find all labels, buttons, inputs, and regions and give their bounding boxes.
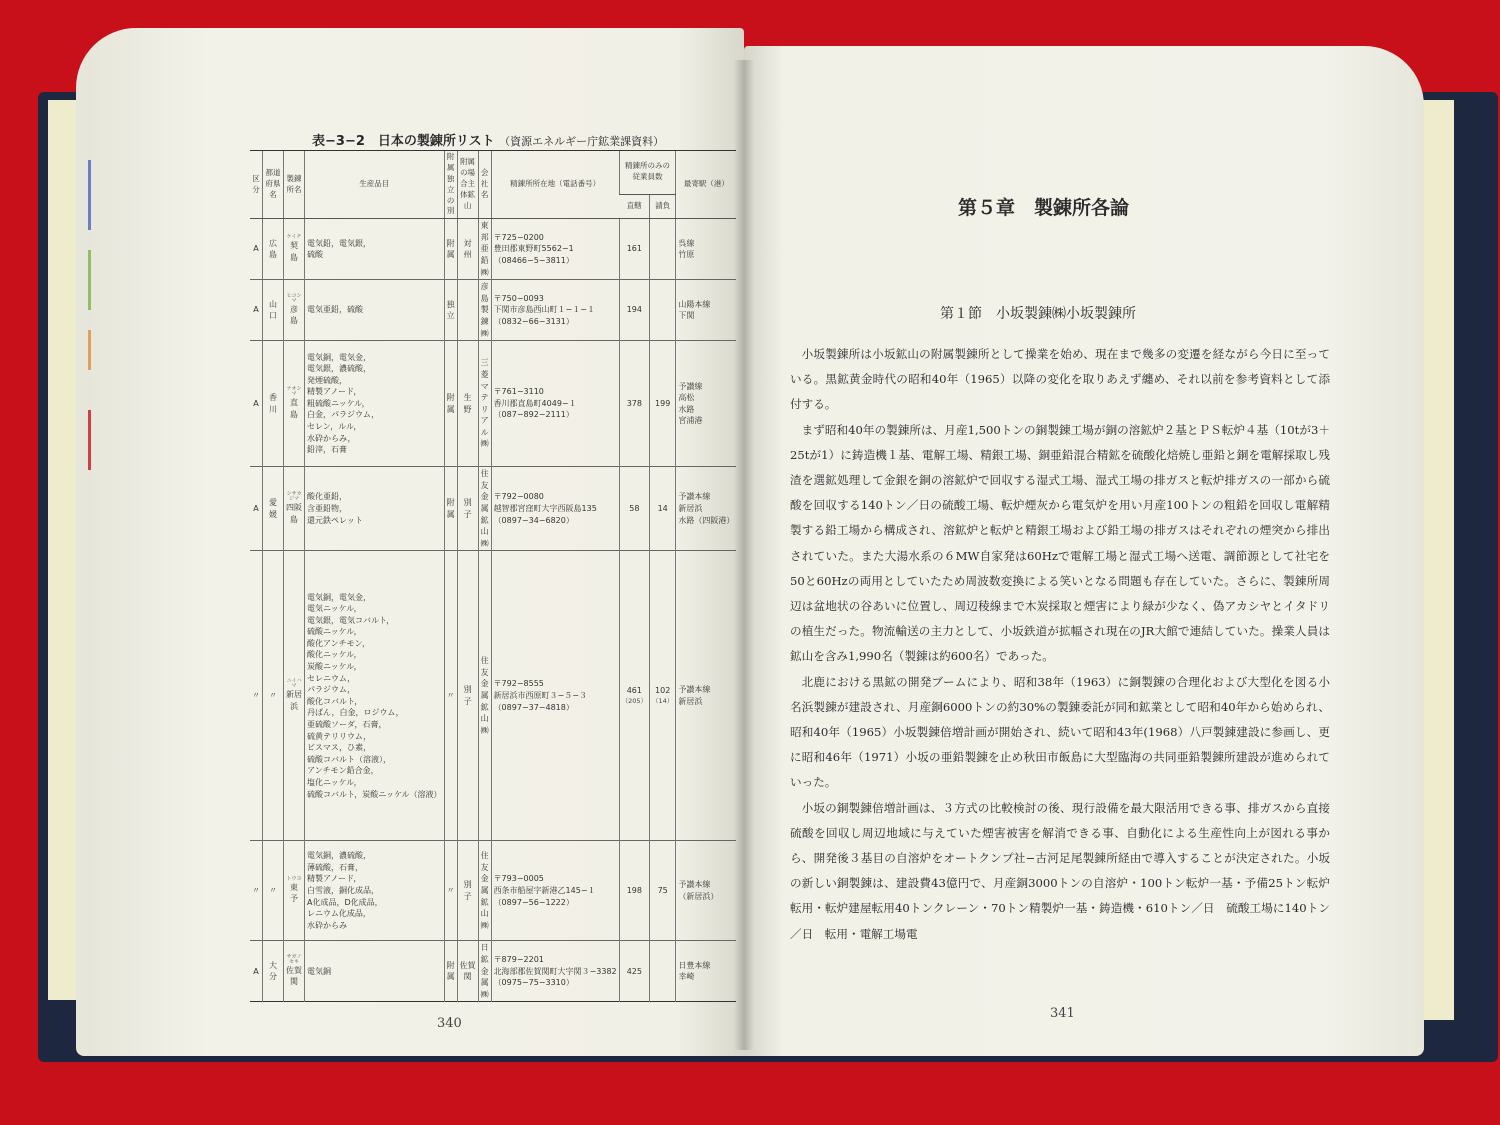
tab-blue bbox=[88, 160, 91, 230]
mine-value: 別 子 bbox=[463, 880, 480, 901]
cell-mine bbox=[457, 341, 478, 467]
company-value: 日鉱金属㈱ bbox=[480, 943, 489, 999]
product-line: 電気銅，濃硫酸， bbox=[307, 851, 371, 861]
address-line: 〒725−0200 bbox=[493, 232, 544, 242]
product-line: 硫黄テリリウム， bbox=[307, 731, 372, 741]
cell-refinery bbox=[284, 280, 305, 341]
address-line: （0897−56−1222） bbox=[493, 897, 574, 907]
address-line: 〒879−2201 bbox=[493, 954, 544, 964]
product-line: 電気鉛，電気銀， bbox=[307, 238, 371, 248]
refinery-furigana: ケイチ bbox=[286, 234, 302, 241]
cell-address bbox=[491, 551, 619, 841]
cell-direct bbox=[619, 341, 649, 467]
class-value: A bbox=[253, 305, 259, 315]
table-title bbox=[312, 130, 664, 149]
cell-station bbox=[676, 841, 737, 941]
product-line: セレン，ルル， bbox=[307, 422, 362, 432]
product-line: 粗硫酸ニッケル， bbox=[307, 398, 370, 408]
product-line: セレニウム， bbox=[307, 673, 356, 683]
cell-mine bbox=[457, 941, 478, 1002]
company-value: 東邦亜鉛㈱ bbox=[480, 221, 489, 277]
cell-contract bbox=[650, 280, 676, 341]
station-line: 高松 bbox=[678, 393, 695, 403]
header-mine: 附属の場合主体鉱山 bbox=[457, 151, 478, 219]
cell-station bbox=[676, 280, 737, 341]
table-title-text: 表−3−2 日本の製錬所リスト bbox=[312, 134, 495, 149]
cell-mine bbox=[457, 467, 478, 551]
cell-refinery bbox=[284, 941, 305, 1002]
header-class: 区分 bbox=[250, 151, 263, 219]
station-line: 予讃本線 bbox=[678, 880, 711, 890]
cell-address bbox=[491, 941, 619, 1002]
table-row bbox=[250, 341, 736, 467]
cell-class bbox=[250, 467, 263, 551]
contract-value: 75 bbox=[657, 886, 668, 896]
product-line: 酸化亜鉛， bbox=[307, 492, 347, 502]
prefecture-value: 広 島 bbox=[269, 238, 285, 260]
mine-value: 佐賀関 bbox=[459, 960, 476, 982]
class-value: 〃 bbox=[252, 691, 260, 701]
class-value: A bbox=[253, 244, 259, 254]
cell-contract bbox=[650, 467, 676, 551]
class-value: A bbox=[253, 966, 259, 976]
refinery-name: 新居浜 bbox=[286, 690, 302, 711]
address-line: （0897−34−6820） bbox=[493, 515, 574, 525]
header-prefecture: 都道府県名 bbox=[263, 151, 284, 219]
spine-shadow bbox=[734, 60, 754, 1050]
product-line: 酸化アンチモン， bbox=[307, 638, 371, 648]
cell-company bbox=[478, 467, 491, 551]
product-line: 薄硫酸，石膏， bbox=[307, 862, 363, 872]
station-line: 山陽本線 bbox=[678, 299, 711, 309]
table-row bbox=[250, 551, 736, 841]
chapter-title: 第５章 製錬所各論 bbox=[958, 197, 1130, 219]
header-type: 附属独立の別 bbox=[444, 151, 457, 219]
refinery-name: 四阪島 bbox=[286, 503, 302, 524]
cell-products bbox=[305, 841, 445, 941]
station-line: 水路（四阪港） bbox=[678, 515, 735, 525]
product-line: 水砕からみ bbox=[307, 920, 347, 930]
contract-sub: （14） bbox=[652, 696, 674, 705]
product-line: 丹ばん，白金，ロジウム， bbox=[307, 708, 404, 718]
product-line: 発煙硫酸， bbox=[307, 375, 347, 385]
address-line: 新居浜市西原町３−５−３ bbox=[493, 691, 587, 701]
cell-mine bbox=[457, 551, 478, 841]
cell-mine bbox=[457, 219, 478, 280]
refinery-furigana: ヒコシマ bbox=[286, 292, 302, 304]
cell-direct bbox=[619, 467, 649, 551]
page-number-right: 341 bbox=[1050, 1006, 1075, 1021]
prefecture-value: 山 口 bbox=[269, 299, 285, 321]
paragraph: 小坂の銅製錬倍増計画は、３方式の比較検討の後、現行設備を最大限活用できる事、排ガスから直接硫酸を回収し周辺地域に与えていた煙害被害を解消できる事、自動化による生産性向上が図れる事から、開発後３基目の自溶炉をオートクンプ社−古河足尾製錬所経由で導入することが決定された。小坂の新しい銅製錬は、建設費43億円で、月産銅3000トンの自溶炉・100トン転炉一基・予備25トン転炉転用・転炉建屋転用40トンクレーン・70トン精製炉一基・鋳造機・610トン／日 硫酸工場に140トン／日 転用・電解工場電 bbox=[790, 800, 1330, 941]
station-line: 宮浦港 bbox=[678, 416, 703, 426]
address-line: 〒761−3110 bbox=[493, 387, 544, 397]
product-line: アンチモン鉛合金， bbox=[307, 766, 379, 776]
station-line: 新居浜 bbox=[678, 503, 703, 513]
product-line: 電気亜鉛，硫酸 bbox=[307, 305, 363, 315]
contract-value: 199 bbox=[655, 398, 671, 408]
address-line: 下関市彦島西山町１−１−１ bbox=[493, 305, 595, 315]
paragraph: 小坂製錬所は小坂鉱山の附属製錬所として操業を始め、現在まで幾多の変遷を経ながら今日に至っている。黒鉱黄金時代の昭和40年（1965）以降の変化を取りあえず纏め、それ以前を参考資料として添付する。 bbox=[790, 347, 1330, 412]
direct-value: 58 bbox=[629, 503, 640, 513]
type-value: 独立 bbox=[446, 299, 455, 321]
cell-type bbox=[444, 341, 457, 467]
product-line: 炭酸ニッケル， bbox=[307, 662, 362, 672]
address-line: 〒793−0005 bbox=[493, 874, 544, 884]
product-line: 精製アノード， bbox=[307, 874, 362, 884]
header-direct: 直轄 bbox=[619, 194, 649, 219]
refinery-furigana: ニイハマ bbox=[286, 678, 302, 690]
paragraph: まず昭和40年の製錬所は、月産1,500トンの銅製錬工場が銅の溶鉱炉２基とＰＳ転炉４基（10tが3＋25tが1）に鋳造機１基、電解工場、精銀工場、銅亜鉛混合精鉱を硫酸化焙焼し亜鉛と銅を電解採取し残渣を選鉱処理して金銀を銅の溶鉱炉で回収する湿式工場、湿式工場の排ガスと転炉排ガスの一部から硫酸を回収する140トン／日の硫酸工場、転炉煙灰から電気炉を用い月産100トンの粗鉛を回収し電解精製する鉛工場から構成され、溶鉱炉と転炉と精銀工場および鉛工場の排ガスはそれぞれの煙突から排出されていた。また大湯水系の６MW自家発は60Hzで電解工場と湿式工場へ送電、調節源として社宅を50と60Hzの両用としていたため周波数変換による笑いとなる問題も存在していた。さらに、製錬所周辺は盆地状の谷あいに位置し、周辺稜線まで木炭採取と煙害により緑が少なく、偽アカシヤとイタドリの植生だった。物流輸送の主力として、小坂鉄道が拡幅され現在のJR大館で連結していた。操業人員は鉱山を含み1,990名（製錬は約600名）であった。 bbox=[790, 422, 1330, 664]
product-line: 白雪液，銅化成品， bbox=[307, 886, 379, 896]
address-line: （0832−66−3131） bbox=[493, 317, 574, 326]
refinery-furigana: サガノセキ bbox=[286, 953, 302, 965]
class-value: A bbox=[253, 398, 259, 408]
product-line: 電気銅，電気金， bbox=[307, 352, 371, 362]
address-line: 北海部郡佐賀関町大字関３−3382 bbox=[493, 966, 617, 976]
cell-company bbox=[478, 941, 491, 1002]
cell-company bbox=[478, 551, 491, 841]
cell-company bbox=[478, 219, 491, 280]
cell-mine bbox=[457, 280, 478, 341]
address-line: （08466−5−3811） bbox=[493, 256, 574, 266]
cell-class bbox=[250, 841, 263, 941]
cell-direct bbox=[619, 841, 649, 941]
product-line: 硫酸コバルト，炭酸ニッケル（溶液） bbox=[307, 789, 442, 799]
direct-value: 161 bbox=[626, 244, 642, 254]
table-row bbox=[250, 467, 736, 551]
cell-refinery bbox=[284, 841, 305, 941]
company-value: 住友金属鉱山㈱ bbox=[480, 469, 489, 548]
cell-products bbox=[305, 467, 445, 551]
cell-class bbox=[250, 941, 263, 1002]
cell-station bbox=[676, 941, 737, 1002]
product-line: 電気銅 bbox=[307, 966, 331, 976]
cell-company bbox=[478, 280, 491, 341]
direct-value: 378 bbox=[626, 398, 642, 408]
page-number-left: 340 bbox=[437, 1016, 462, 1031]
company-value: 彦島製錬㈱ bbox=[480, 282, 489, 338]
direct-value: 425 bbox=[626, 966, 642, 976]
product-line: 鉛滓，石膏 bbox=[307, 445, 347, 455]
cell-type bbox=[444, 941, 457, 1002]
station-line: 予讃線 bbox=[678, 381, 703, 391]
prefecture-value: 〃 bbox=[269, 886, 277, 896]
product-line: 亜硫酸ソーダ，石膏， bbox=[307, 720, 387, 730]
direct-value: 194 bbox=[626, 305, 642, 315]
refinery-table bbox=[250, 150, 736, 1002]
mine-value: 対 州 bbox=[463, 238, 480, 260]
cell-type bbox=[444, 280, 457, 341]
product-line: 還元鉄ペレット bbox=[307, 515, 363, 525]
cell-products bbox=[305, 551, 445, 841]
address-line: 〒750−0093 bbox=[493, 293, 544, 303]
refinery-name: 東 予 bbox=[290, 882, 306, 904]
cell-prefecture bbox=[263, 941, 284, 1002]
product-line: レニウム化成品， bbox=[307, 909, 371, 919]
address-line: 〒792−8555 bbox=[493, 679, 544, 689]
cell-address bbox=[491, 341, 619, 467]
cell-prefecture bbox=[263, 841, 284, 941]
cell-mine bbox=[457, 841, 478, 941]
company-value: 住友金属鉱山㈱ bbox=[480, 851, 489, 930]
cell-direct bbox=[619, 941, 649, 1002]
cell-products bbox=[305, 280, 445, 341]
cell-type bbox=[444, 219, 457, 280]
tab-orange bbox=[88, 330, 91, 370]
cell-station bbox=[676, 467, 737, 551]
header-company: 会社名 bbox=[478, 151, 491, 219]
cell-prefecture bbox=[263, 551, 284, 841]
cell-type bbox=[444, 841, 457, 941]
product-line: 電気銀，電気コバルト， bbox=[307, 615, 395, 625]
cell-class bbox=[250, 219, 263, 280]
tab-green bbox=[88, 250, 91, 310]
station-line: 予讃本線 bbox=[678, 685, 711, 695]
section-title: 第１節 小坂製錬㈱小坂製錬所 bbox=[940, 306, 1136, 322]
mine-value: 生 野 bbox=[463, 393, 480, 414]
cell-contract bbox=[650, 841, 676, 941]
paragraph: 北鹿における黒鉱の開発ブームにより、昭和38年（1963）に銅製錬の合理化および大型化を図る小名浜製錬が建設され、月産銅6000トンの約30%の製錬委託が同和鉱業として昭和40年から始められ、昭和40年（1965）小坂製錬倍増計画が開始され、続いて昭和43年(1968）八戸製錬建設に参画し、更に昭和46年（1971）小坂の亜鉛製錬を止め秋田市飯島に大型臨海の共同亜鉛製錬所建設が進められていった。 bbox=[790, 674, 1330, 790]
cell-contract bbox=[650, 341, 676, 467]
cell-prefecture bbox=[263, 280, 284, 341]
refinery-furigana: シサカジマ bbox=[286, 491, 302, 503]
type-value: 附属 bbox=[446, 393, 455, 414]
contract-value: 102 bbox=[655, 686, 671, 696]
address-line: （0897−37−4818） bbox=[493, 702, 574, 712]
cell-address bbox=[491, 841, 619, 941]
cell-prefecture bbox=[263, 341, 284, 467]
cell-class bbox=[250, 341, 263, 467]
mine-value: 別 子 bbox=[463, 685, 480, 706]
tab-red bbox=[88, 410, 91, 470]
company-value: 住友金属鉱山㈱ bbox=[480, 656, 489, 735]
type-value: 〃 bbox=[446, 691, 455, 701]
station-line: 新居浜 bbox=[678, 696, 703, 706]
table-row bbox=[250, 941, 736, 1002]
product-line: 硫酸コバルト（溶液）， bbox=[307, 754, 391, 764]
header-station: 最寄駅（港） bbox=[676, 151, 737, 219]
address-line: 〒792−0080 bbox=[493, 492, 544, 502]
product-line: パラジウム， bbox=[307, 685, 356, 695]
table-source: （資源エネルギー庁鉱業課資料） bbox=[499, 135, 665, 148]
header-employees: 精錬所のみの従業員数 bbox=[619, 151, 676, 195]
direct-value: 461 bbox=[626, 686, 642, 696]
type-value: 附属 bbox=[446, 498, 455, 519]
cell-prefecture bbox=[263, 467, 284, 551]
refinery-name: 彦 島 bbox=[290, 304, 306, 326]
table-row bbox=[250, 841, 736, 941]
cell-type bbox=[444, 467, 457, 551]
header-contract: 請負 bbox=[650, 194, 676, 219]
cell-contract bbox=[650, 219, 676, 280]
product-line: 硫酸ニッケル， bbox=[307, 627, 362, 637]
address-line: 越智郡宮窪町大字西阪島135 bbox=[493, 503, 597, 513]
header-address: 精錬所所在地（電話番号） bbox=[491, 151, 619, 219]
contract-value: 14 bbox=[657, 503, 668, 513]
product-line: 硫酸 bbox=[307, 250, 323, 260]
prefecture-value: 愛 媛 bbox=[269, 498, 285, 519]
type-value: 〃 bbox=[446, 886, 455, 896]
product-line: 電気銀，濃硫酸， bbox=[307, 364, 371, 374]
address-line: 西条市船屋字新港乙145−１ bbox=[493, 886, 596, 896]
station-line: 日豊本線 bbox=[678, 960, 711, 970]
cell-refinery bbox=[284, 551, 305, 841]
product-line: 電気銅，電気金， bbox=[307, 592, 371, 602]
cell-company bbox=[478, 341, 491, 467]
address-line: 香川郡直島町4049−１ bbox=[493, 398, 577, 408]
prefecture-value: 大 分 bbox=[269, 960, 285, 982]
cell-direct bbox=[619, 219, 649, 280]
cell-address bbox=[491, 467, 619, 551]
cell-class bbox=[250, 280, 263, 341]
cell-products bbox=[305, 941, 445, 1002]
type-value: 附属 bbox=[446, 960, 455, 982]
product-line: 白金，パラジウム， bbox=[307, 410, 380, 420]
product-line: ビスマス，ひ素， bbox=[307, 743, 372, 753]
cell-prefecture bbox=[263, 219, 284, 280]
direct-value: 198 bbox=[626, 886, 642, 896]
cell-refinery bbox=[284, 467, 305, 551]
cell-address bbox=[491, 280, 619, 341]
cell-direct bbox=[619, 280, 649, 341]
header-refinery: 製錬所名 bbox=[284, 151, 305, 219]
prefecture-value: 〃 bbox=[269, 691, 277, 701]
cell-contract bbox=[650, 941, 676, 1002]
cell-address bbox=[491, 219, 619, 280]
station-line: 水路 bbox=[678, 404, 695, 414]
type-value: 附属 bbox=[446, 238, 455, 260]
refinery-name: 佐賀関 bbox=[286, 965, 302, 987]
cell-refinery bbox=[284, 341, 305, 467]
station-line: 呉線 bbox=[678, 238, 695, 248]
product-line: 酸化コバルト， bbox=[307, 696, 363, 706]
refinery-name: 契 島 bbox=[290, 241, 306, 262]
cell-station bbox=[676, 341, 737, 467]
address-line: （0975−75−3310） bbox=[493, 978, 574, 988]
cell-products bbox=[305, 219, 445, 280]
station-line: 予讃本線 bbox=[678, 492, 711, 502]
product-line: 水砕からみ， bbox=[307, 433, 356, 443]
cell-class bbox=[250, 551, 263, 841]
prefecture-value: 香 川 bbox=[269, 393, 285, 414]
product-line: 酸化ニッケル， bbox=[307, 650, 362, 660]
product-line: 含亜鉛物， bbox=[307, 503, 347, 513]
body-text bbox=[790, 342, 1330, 947]
station-line: 竹原 bbox=[678, 250, 695, 260]
station-line: 幸崎 bbox=[678, 972, 695, 982]
company-value: 三菱マテリアル㈱ bbox=[480, 358, 489, 449]
station-line: （新居浜） bbox=[678, 891, 719, 901]
product-line: 電気ニッケル， bbox=[307, 604, 362, 614]
cell-direct bbox=[619, 551, 649, 841]
address-line: 豊田郡東野町5562−1 bbox=[493, 244, 574, 254]
cell-station bbox=[676, 551, 737, 841]
mine-value: 別 子 bbox=[463, 498, 480, 519]
product-line: 塩化ニッケル， bbox=[307, 778, 362, 787]
table-row bbox=[250, 280, 736, 341]
station-line: 下関 bbox=[678, 311, 695, 321]
table-row bbox=[250, 219, 736, 280]
cell-products bbox=[305, 341, 445, 467]
address-line: （087−892−2111） bbox=[493, 410, 574, 420]
header-products: 生産品目 bbox=[305, 151, 445, 219]
cell-type bbox=[444, 551, 457, 841]
refinery-furigana: ナオシマ bbox=[286, 386, 302, 398]
refinery-furigana: トウヨ bbox=[286, 875, 302, 882]
cell-contract bbox=[650, 551, 676, 841]
cell-company bbox=[478, 841, 491, 941]
cell-station bbox=[676, 219, 737, 280]
direct-sub: （205） bbox=[621, 696, 648, 705]
product-line: 精製アノード， bbox=[307, 387, 362, 397]
class-value: A bbox=[253, 503, 259, 513]
cell-refinery bbox=[284, 219, 305, 280]
class-value: 〃 bbox=[252, 886, 260, 896]
product-line: A化成品，D化成品， bbox=[307, 897, 383, 907]
refinery-name: 直 島 bbox=[290, 398, 306, 419]
